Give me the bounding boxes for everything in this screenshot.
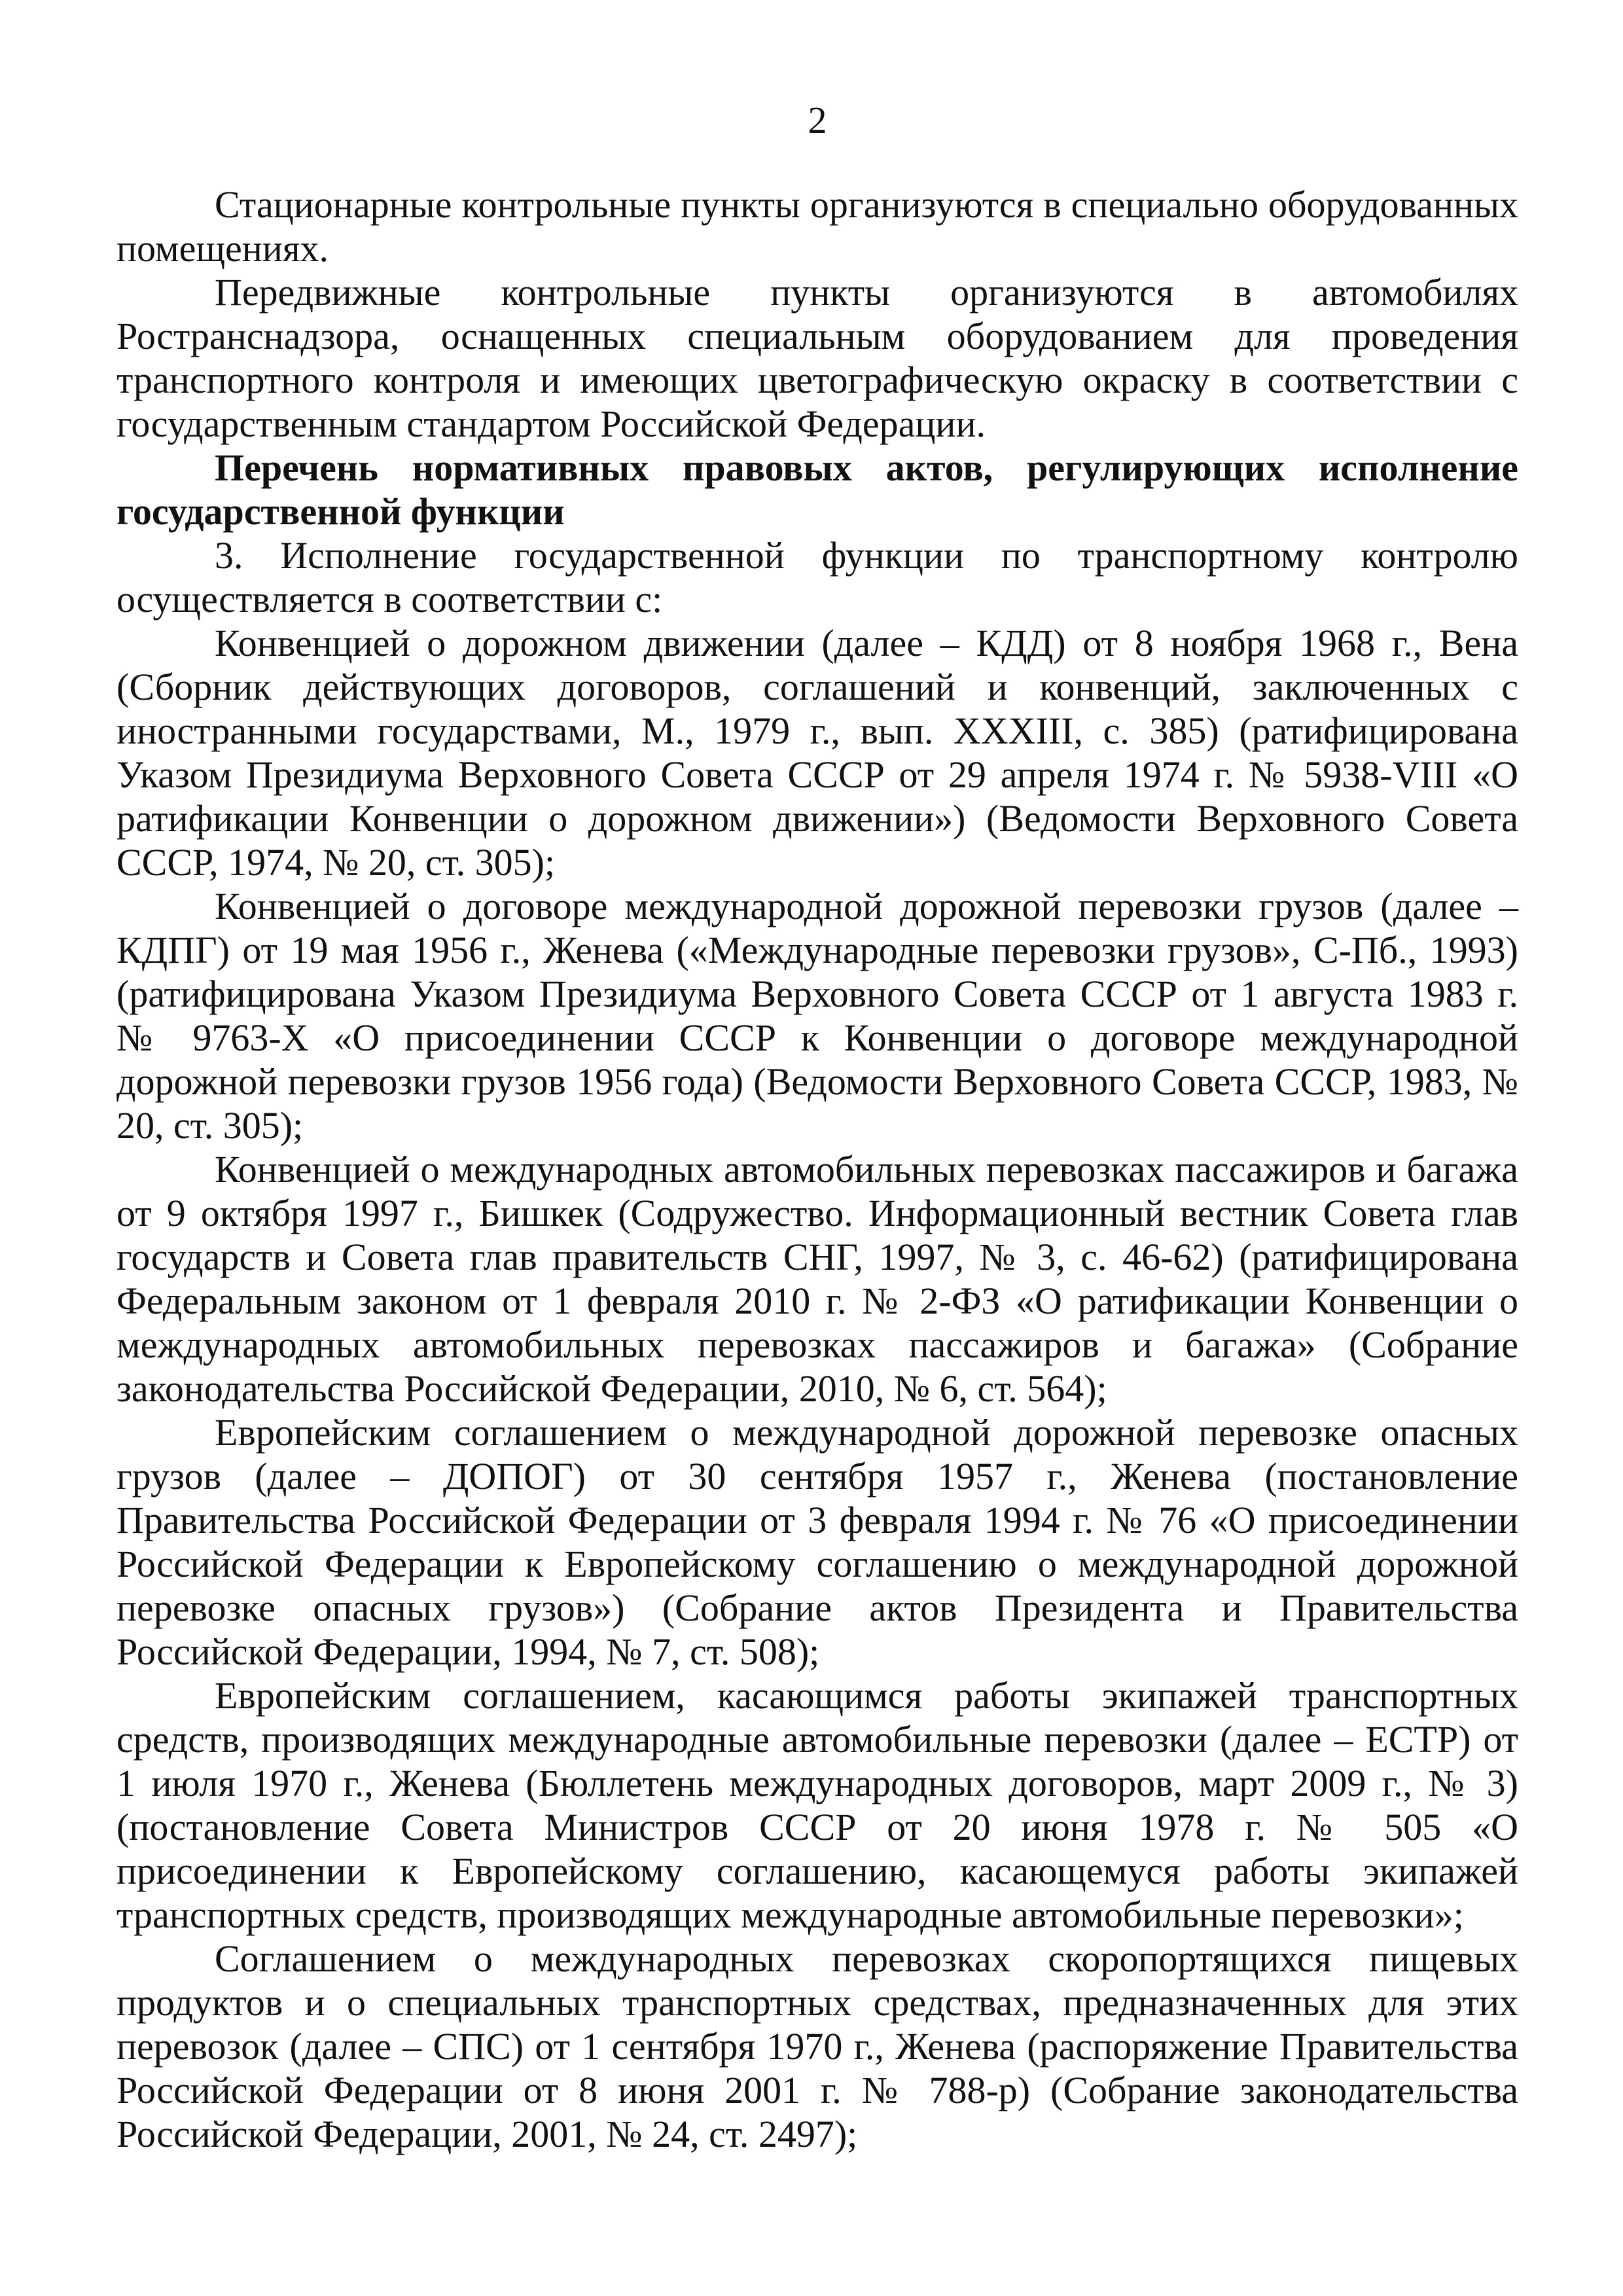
paragraph: Конвенцией о дорожном движении (далее – КДД) от 8 ноября 1968 г., Вена (Сборник действующих договоров, соглашений и конвенций, заключенных с иностранными государствами, М., 1979 г., вып. XXXIII, с. 385) (ратифицирована Указом Президиума Верховного Совета СССР от 29 апреля 1974 г. № 5938-VIII «О ратификации Конвенции о дорожном движении») (Ведомости Верховного Совета СССР, 1974, № 20, ст. 305); [116,622,1518,884]
paragraph: Конвенцией о договоре международной дорожной перевозки грузов (далее – КДПГ) от 19 мая 1956 г., Женева («Международные перевозки грузов», С-Пб., 1993) (ратифицирована Указом Президиума Верховного Совета СССР от 1 августа 1983 г. № 9763-X «О присоединении СССР к Конвенции о договоре международной дорожной перевозки грузов 1956 года) (Ведомости Верховного Совета СССР, 1983, № 20, ст. 305); [116,885,1518,1147]
paragraph: Передвижные контрольные пункты организуются в автомобилях Ространснадзора, оснащенных специальным оборудованием для проведения транспортного контроля и имеющих цветографическую окраску в соответствии с государственным стандартом Российской Федерации. [116,271,1518,445]
document-body [116,183,1518,2156]
paragraph: 3. Исполнение государственной функции по транспортному контролю осуществляется в соответствии с: [116,534,1518,620]
paragraph: Европейским соглашением о международной дорожной перевозке опасных грузов (далее – ДОПОГ) от 30 сентября 1957 г., Женева (постановление Правительства Российской Федерации от 3 февраля 1994 г. № 76 «О присоединении Российской Федерации к Европейскому соглашению о международной дорожной перевозке опасных грузов») (Собрание актов Президента и Правительства Российской Федерации, 1994, № 7, ст. 508); [116,1411,1518,1673]
paragraph: Европейским соглашением, касающимся работы экипажей транспортных средств, производящих международные автомобильные перевозки (далее – ЕСТР) от 1 июля 1970 г., Женева (Бюллетень международных договоров, март 2009 г., № 3) (постановление Совета Министров СССР от 20 июня 1978 г. № 505 «О присоединении к Европейскому соглашению, касающемуся работы экипажей транспортных средств, производящих международные автомобильные перевозки»; [116,1674,1518,1936]
paragraph: Стационарные контрольные пункты организуются в специально оборудованных помещениях. [116,183,1518,270]
page-number: 2 [808,99,827,141]
paragraph: Соглашением о международных перевозках скоропортящихся пищевых продуктов и о специальных транспортных средствах, предназначенных для этих перевозок (далее – СПС) от 1 сентября 1970 г., Женева (распоряжение Правительства Российской Федерации от 8 июня 2001 г. № 788-р) (Собрание законодательства Российской Федерации, 2001, № 24, ст. 2497); [116,1937,1518,2155]
paragraph: Конвенцией о международных автомобильных перевозках пассажиров и багажа от 9 октября 1997 г., Бишкек (Содружество. Информационный вестник Совета глав государств и Совета глав правительств СНГ, 1997, № 3, с. 46-62) (ратифицирована Федеральным законом от 1 февраля 2010 г. № 2-ФЗ «О ратификации Конвенции о международных автомобильных перевозках пассажиров и багажа» (Собрание законодательства Российской Федерации, 2010, № 6, ст. 564); [116,1148,1518,1410]
section-heading: Перечень нормативных правовых актов, регулирующих исполнение государственной функции [116,446,1518,533]
